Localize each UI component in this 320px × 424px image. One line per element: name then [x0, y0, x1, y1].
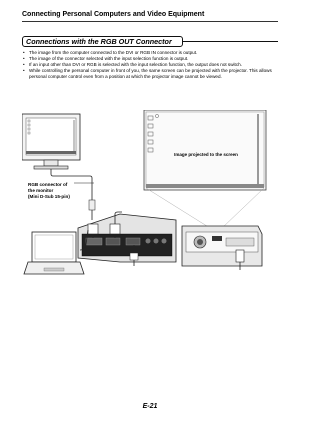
monitor-connector-label: RGB connector of — [28, 182, 68, 187]
section-rule — [183, 41, 278, 42]
bullet-item: • If an input other than DVI or RGB is selected with the input selection function, the output does not switch. — [23, 62, 279, 68]
projector-front — [182, 226, 262, 270]
page-header: Connecting Personal Computers and Video Equipment — [22, 11, 205, 18]
bullet-item: • The image of the connector selected with the input selection function is output. — [23, 56, 279, 62]
header-rule — [22, 21, 278, 22]
monitor-connector-label: (Mini D-Sub 15-pin) — [28, 194, 70, 199]
projector-rear — [78, 212, 176, 266]
page-number: E-21 — [142, 403, 158, 410]
bullet-list — [23, 50, 279, 80]
screen-caption: Image projected to the screen — [174, 152, 238, 157]
monitor-connector-label: the monitor — [28, 188, 54, 193]
projection-screen — [144, 110, 266, 190]
section-title: Connections with the RGB OUT Connector — [22, 36, 183, 47]
bullet-item: • While controlling the personal computer in front of you, the same screen can be projected with the projector. This allows personal computer control even from a position at which the projector image cannot be viewed. — [23, 68, 279, 80]
bullet-item: • The image from the computer connected to the DVI or RGB IN connector is output. — [23, 50, 279, 56]
monitor-illustration — [22, 114, 80, 169]
connection-diagram — [22, 110, 278, 280]
